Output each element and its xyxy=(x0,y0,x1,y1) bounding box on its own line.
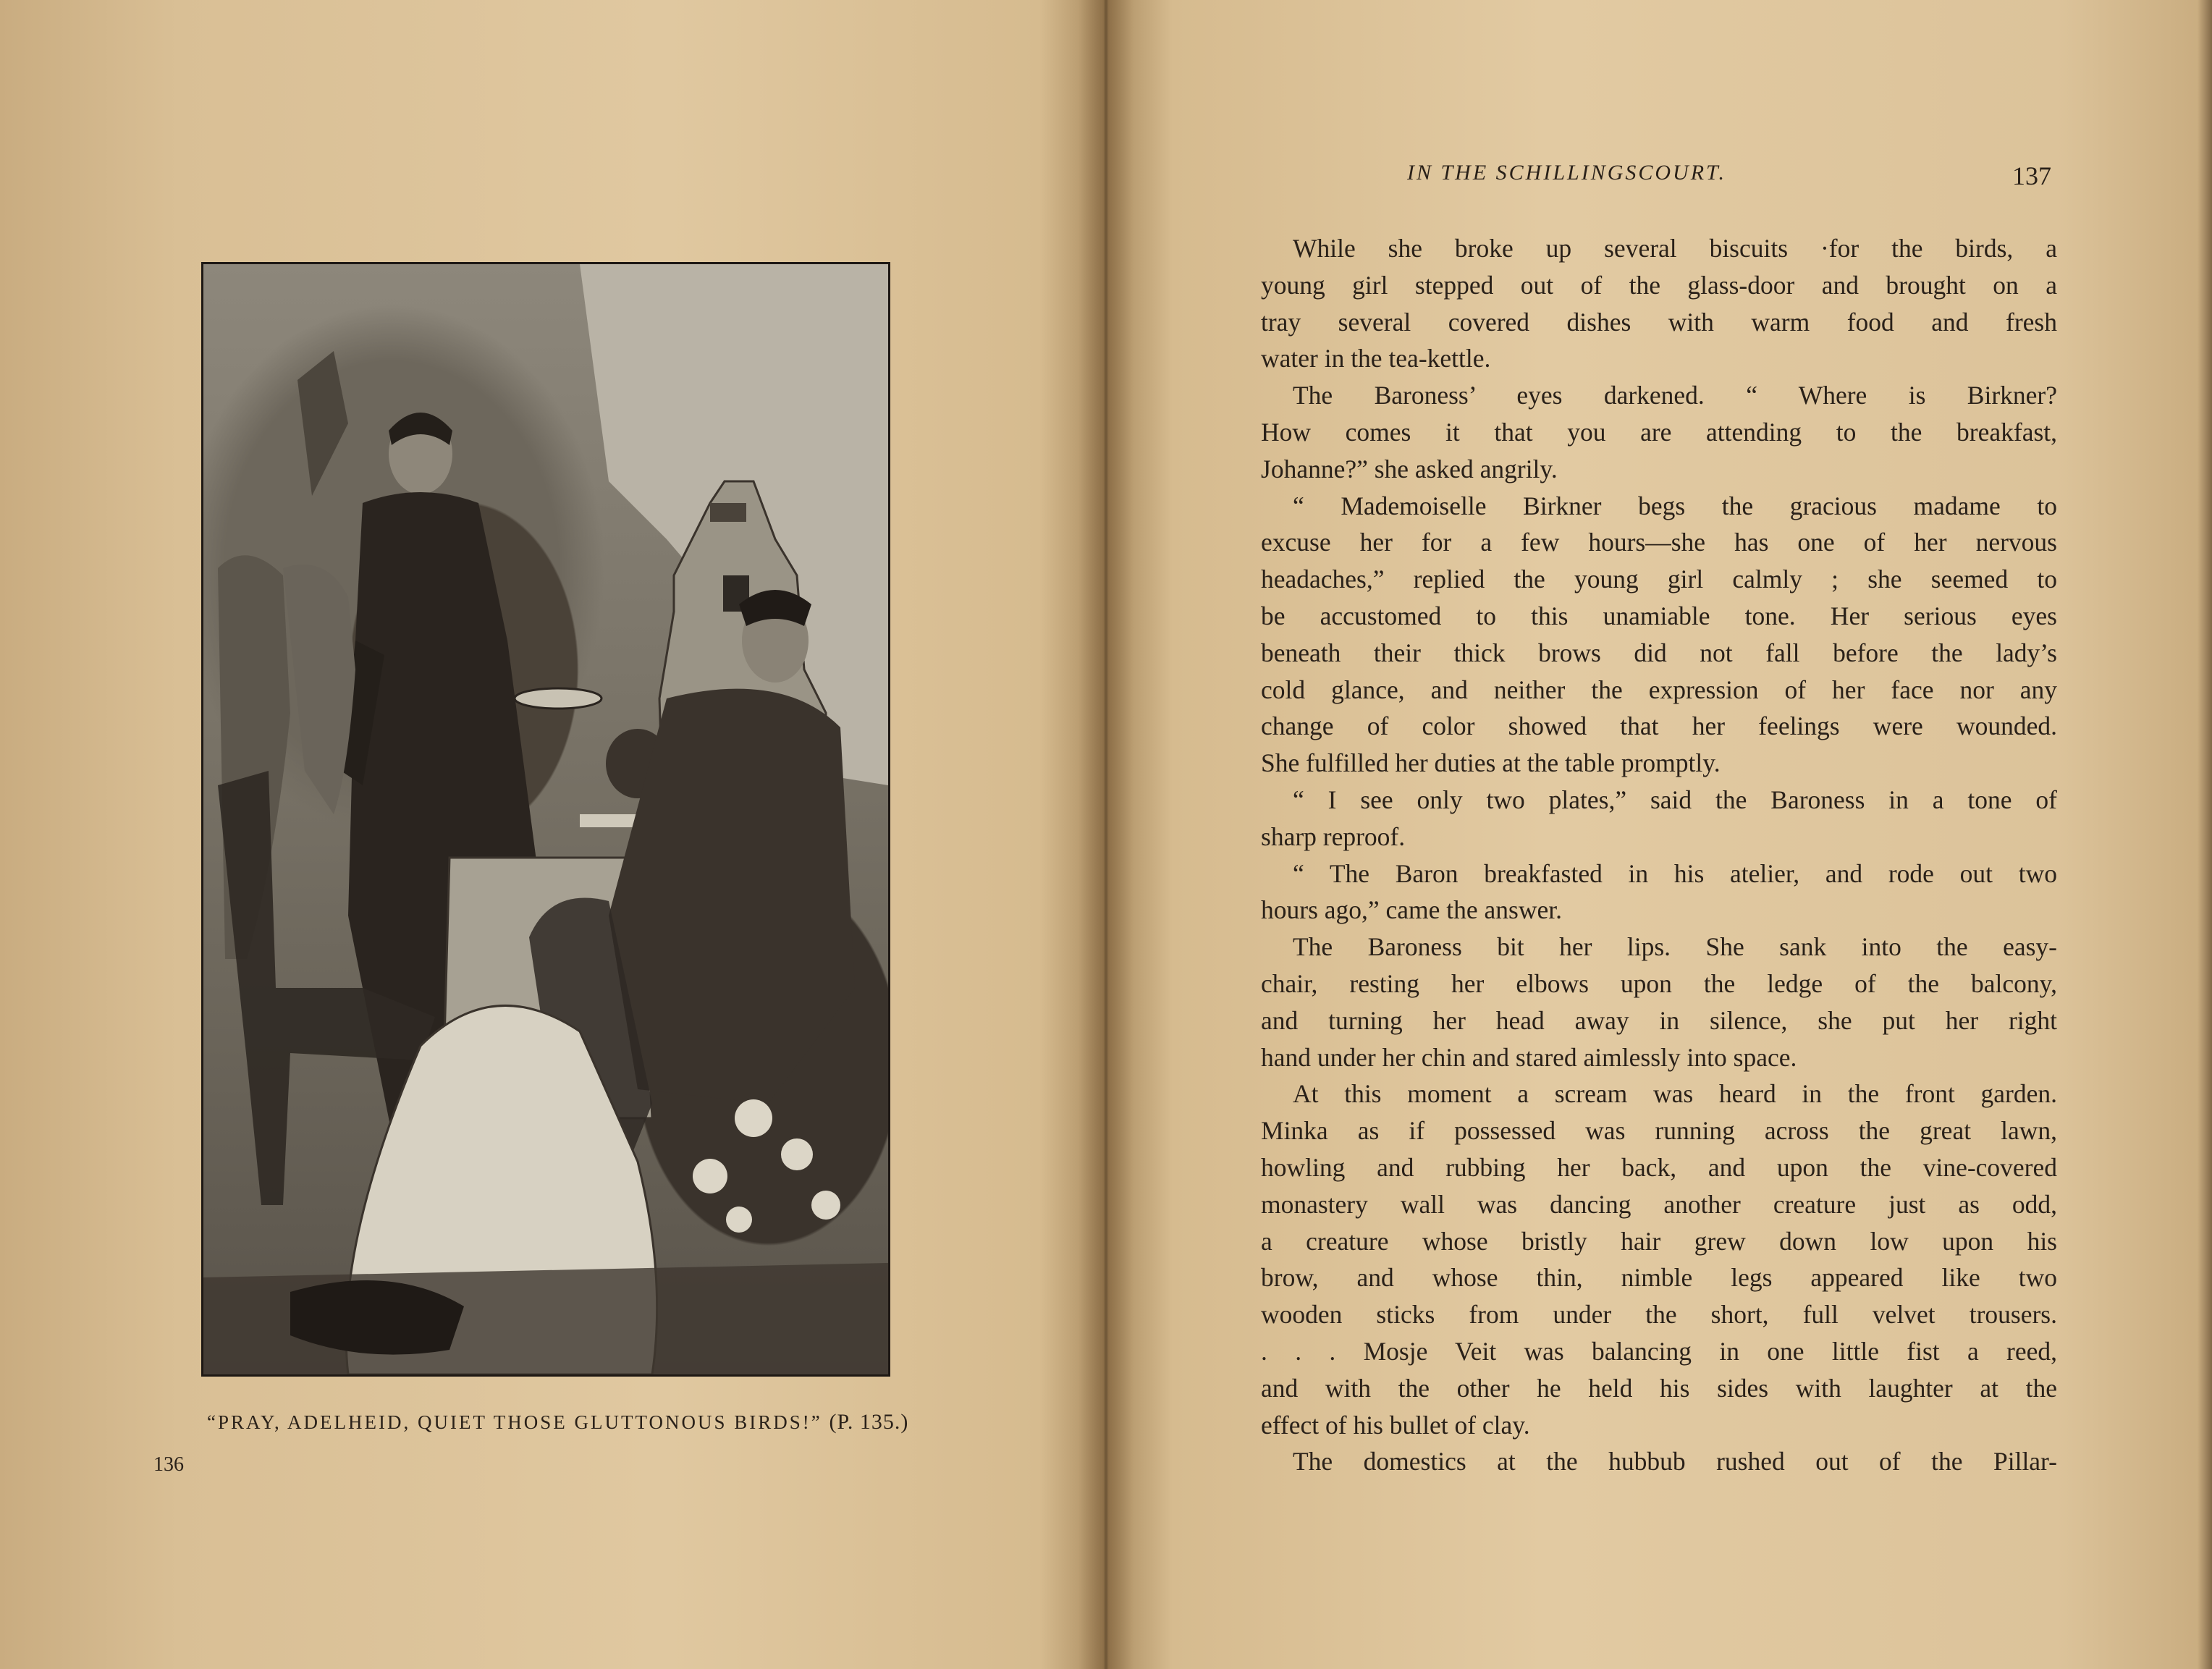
text-line: cold glance, and neither the expression of her face nor any xyxy=(1261,675,2057,704)
text-line: How comes it that you are attending to the breakfast, xyxy=(1261,417,2057,447)
engraving-drawing xyxy=(203,264,888,1374)
text-line: brow, and whose thin, nimble legs appeared like two xyxy=(1261,1263,2057,1293)
page-edge-shadow xyxy=(2198,0,2212,1669)
text-line: monastery wall was dancing another creature just as odd, xyxy=(1261,1189,2057,1219)
text-line: and with the other he held his sides with laughter at the xyxy=(1261,1373,2057,1403)
text-line: . . . Mosje Veit was balancing in one little fist a reed, xyxy=(1261,1336,2057,1366)
text-line: sharp reproof. xyxy=(1261,821,1406,851)
text-line: The domestics at the hubbub rushed out of the Pillar- xyxy=(1293,1447,2057,1476)
text-line: water in the tea-kettle. xyxy=(1261,344,1491,373)
text-line: “ Mademoiselle Birkner begs the gracious madame to xyxy=(1293,491,2057,520)
text-line: change of color showed that her feelings were wounded. xyxy=(1261,711,2057,741)
text-line: The Baroness bit her lips. She sank into the easy- xyxy=(1293,932,2057,962)
text-line: effect of his bullet of clay. xyxy=(1261,1410,1530,1440)
caption-page-reference: (P. 135.) xyxy=(829,1410,909,1434)
text-line: hours ago,” came the answer. xyxy=(1261,895,1562,925)
illustration-caption xyxy=(207,1410,938,1435)
text-line: At this moment a scream was heard in the front garden. xyxy=(1293,1079,2057,1109)
text-line: wooden sticks from under the short, full velvet trousers. xyxy=(1261,1300,2057,1330)
text-line: and turning her head away in silence, she put her right xyxy=(1261,1005,2057,1035)
text-line: “ The Baron breakfasted in his atelier, and rode out two xyxy=(1293,858,2057,888)
text-line: While she broke up several biscuits ·for the birds, a xyxy=(1293,234,2057,263)
engraving-illustration xyxy=(201,262,890,1377)
text-line: howling and rubbing her back, and upon the vine-covered xyxy=(1261,1152,2057,1182)
running-head: IN THE SCHILLINGSCOURT. xyxy=(1407,161,1726,185)
page-number-left: 136 xyxy=(153,1453,184,1476)
text-line: beneath their thick brows did not fall before the lady’s xyxy=(1261,638,2057,667)
body-text xyxy=(1261,230,2057,1480)
text-line: a creature whose bristly hair grew down low upon his xyxy=(1261,1226,2057,1256)
text-line: chair, resting her elbows upon the ledge of the balcony, xyxy=(1261,968,2057,998)
text-line: “ I see only two plates,” said the Baroness in a tone of xyxy=(1293,785,2057,814)
text-line: be accustomed to this unamiable tone. Her serious eyes xyxy=(1261,601,2057,630)
caption-text: “PRAY, ADELHEID, QUIET THOSE GLUTTONOUS BIRDS!” xyxy=(207,1411,822,1433)
text-line: tray several covered dishes with warm food and fresh xyxy=(1261,307,2057,337)
page-number-right: 137 xyxy=(2012,161,2051,190)
text-line: excuse her for a few hours—she has one of her nervous xyxy=(1261,528,2057,557)
text-line: young girl stepped out of the glass-door and brought on a xyxy=(1261,270,2057,300)
text-line: Minka as if possessed was running across the great lawn, xyxy=(1261,1116,2057,1146)
text-line: hand under her chin and stared aimlessly into space. xyxy=(1261,1042,1797,1072)
text-line: Johanne?” she asked angrily. xyxy=(1261,454,1558,483)
text-line: She fulfilled her duties at the table promptly. xyxy=(1261,748,1721,778)
right-page xyxy=(1106,0,2212,1669)
text-line: The Baroness’ eyes darkened. “ Where is Birkner? xyxy=(1293,381,2057,410)
text-line: headaches,” replied the young girl calmly ; she seemed to xyxy=(1261,565,2057,594)
